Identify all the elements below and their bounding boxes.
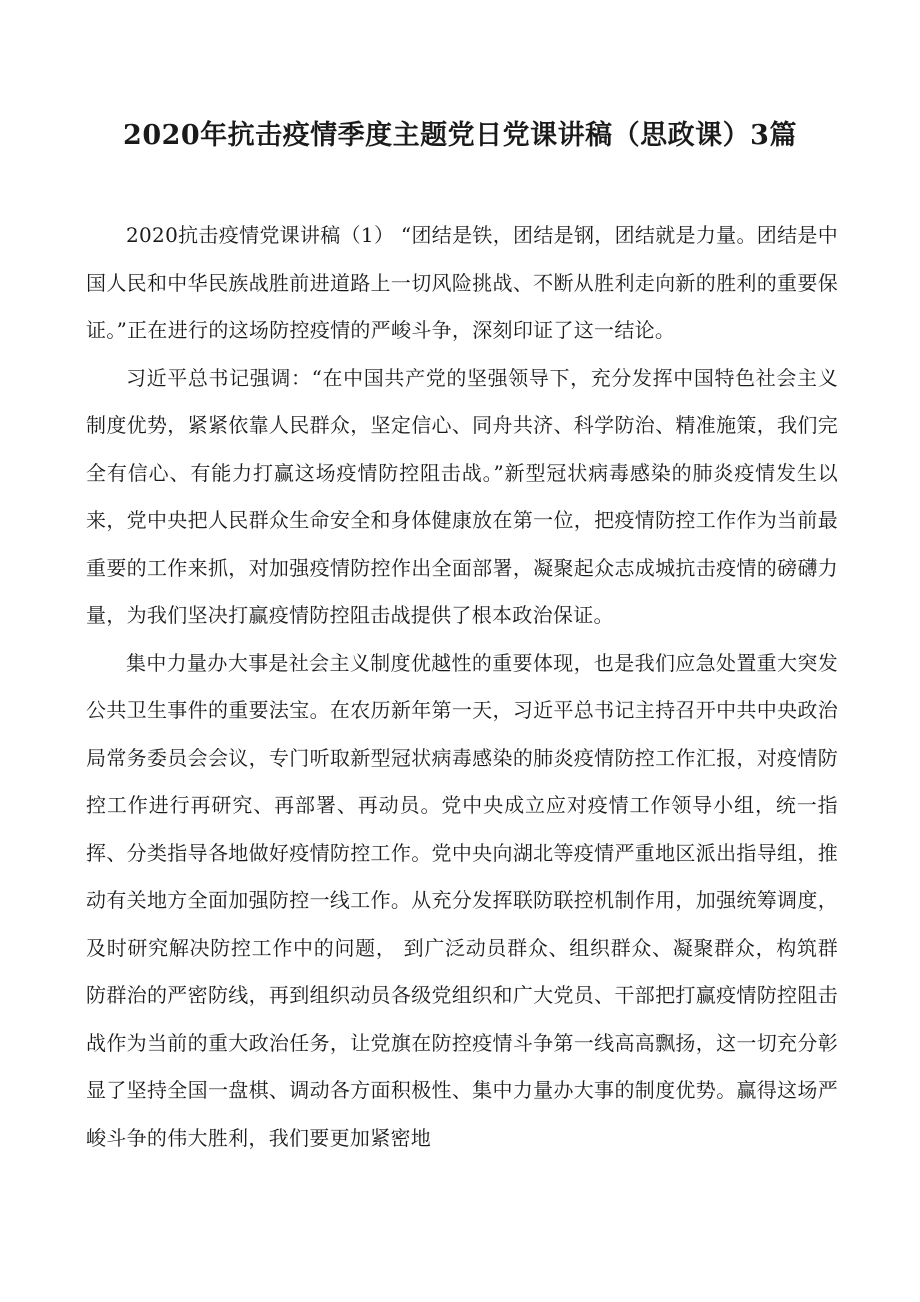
paragraph-1: 2020抗击疫情党课讲稿（1） “团结是铁，团结是钢，团结就是力量。团结是中国人民和中华民族战胜前进道路上一切风险挑战、不断从胜利走向新的胜利的重要保证。”正在进行的这场防控疫情的严峻斗争，深刻印证了这一结论。 [86, 223, 838, 342]
paragraph-3: 集中力量办大事是社会主义制度优越性的重要体现，也是我们应急处置重大突发公共卫生事件的重要法宝。在农历新年第一天，习近平总书记主持召开中共中央政治局常务委员会会议，专门听取新型冠状病毒感染的肺炎疫情防控工作汇报，对疫情防控工作进行再研究、再部署、再动员。党中央成立应对疫情工作领导小组，统一指挥、分类指导各地做好疫情防控工作。党中央向湖北等疫情严重地区派出指导组，推动有关地方全面加强防控一线工作。从充分发挥联防联控机制作用，加强统筹调度，及时研究解决防控工作中的问题， 到广泛动员群众、组织群众、凝聚群众，构筑群防群治的严密防线，再到组织动员各级党组织和广大党员、干部把打赢疫情防控阻击战作为当前的重大政治任务，让党旗在防控疫情斗争第一线高高飘扬，这一切充分彰显了坚持全国一盘棋、调动各方面积极性、集中力量办大事的制度优势。赢得这场严峻斗争的伟大胜利，我们要更加紧密地 [86, 650, 838, 1150]
paragraph-2: 习近平总书记强调：“在中国共产党的坚强领导下，充分发挥中国特色社会主义制度优势，紧紧依靠人民群众，坚定信心、同舟共济、科学防治、精准施策，我们完全有信心、有能力打赢这场疫情防控阻击战。”新型冠状病毒感染的肺炎疫情发生以来，党中央把人民群众生命安全和身体健康放在第一位，把疫情防控工作作为当前最重要的工作来抓，对加强疫情防控作出全面部署，凝聚起众志成城抗击疫情的磅礴力量，为我们坚决打赢疫情防控阻击战提供了根本政治保证。 [86, 365, 838, 627]
document-title: 2020年抗击疫情季度主题党日党课讲稿（思政课）3篇 [123, 120, 797, 151]
document-body [86, 212, 838, 1162]
